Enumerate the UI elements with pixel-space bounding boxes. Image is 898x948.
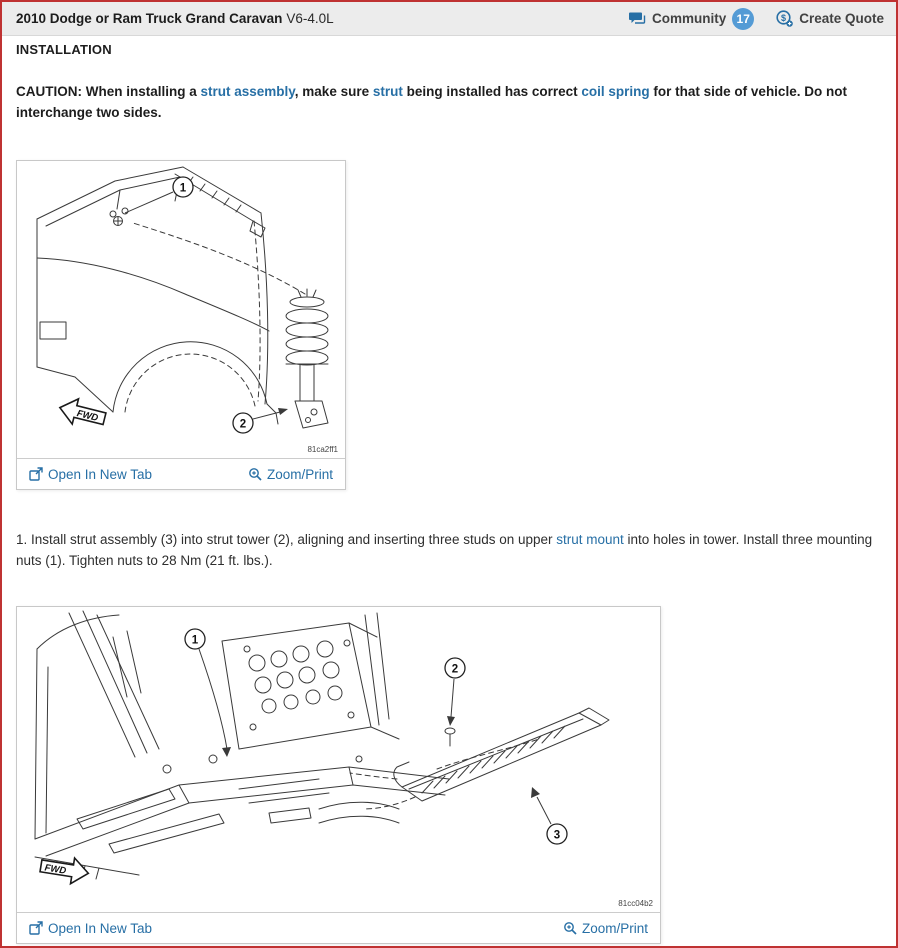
create-quote-button[interactable] [776,10,884,27]
callout-2 [445,658,465,726]
header-actions [628,8,884,30]
community-count-badge: 17 [732,8,754,30]
callout-3 [531,787,567,844]
caution-run-3: being installed has correct [402,84,582,99]
caution-run-1: CAUTION: When installing a [16,84,201,99]
open-in-new-tab-label: Open In New Tab [48,920,153,936]
caution-run-2: , make sure [294,84,373,99]
figure-2-footer [17,912,660,943]
step-1-text [16,529,882,571]
svg-text:1: 1 [179,182,187,195]
external-link-icon [29,921,43,935]
vehicle-engine: V6-4.0L [286,11,334,26]
figure-2-drawing [17,607,660,912]
figure-1-drawing [17,161,345,458]
zoom-print-link[interactable] [248,467,333,482]
svg-text:FWD: FWD [75,408,100,424]
figure-1-code: 81ca2ff1 [307,445,338,454]
step-run-2: into holes in tower. Install three mounting nuts (1). Tighten nuts to 28 Nm (21 ft. lbs.). [16,532,873,568]
figure-2-code: 81cc04b2 [618,899,653,908]
svg-text:2: 2 [451,663,459,676]
callout-1 [185,629,231,757]
strut-mount-link[interactable]: strut mount [556,532,624,547]
svg-text:2: 2 [239,418,247,431]
community-label: Community [651,11,727,26]
callout-2 [233,408,288,433]
external-link-icon [29,467,43,481]
create-quote-label: Create Quote [799,11,884,26]
vehicle-title: 2010 Dodge or Ram Truck Grand Caravan [16,11,283,26]
open-in-new-tab-link[interactable] [29,467,152,482]
community-button[interactable] [628,8,754,30]
strut-link[interactable]: strut [372,84,403,99]
zoom-print-link[interactable] [563,921,648,936]
svg-text:3: 3 [553,829,561,842]
header-bar [2,2,896,36]
zoom-icon [248,467,262,481]
strut-assembly-link[interactable]: strut assembly [200,84,295,99]
callout-1 [125,177,193,213]
step-run-1: 1. Install strut assembly (3) into strut tower (2), aligning and inserting three studs on upper [16,532,557,547]
open-in-new-tab-link[interactable] [29,921,152,936]
figure-1-image[interactable] [17,161,345,458]
coil-spring-link[interactable]: coil spring [581,84,650,99]
zoom-icon [563,921,577,935]
chat-bubble-icon [628,11,646,26]
article-body [2,36,896,946]
caution-text [16,81,882,123]
zoom-print-label: Zoom/Print [266,466,333,482]
svg-text:$: $ [781,13,787,23]
dollar-plus-icon [776,10,793,27]
page-title [16,11,334,26]
open-in-new-tab-label: Open In New Tab [48,466,153,482]
section-title: INSTALLATION [16,42,112,57]
svg-text:FWD: FWD [43,862,67,877]
caution-run-4: for that side of vehicle. Do not interchange two sides. [16,84,847,120]
svg-text:1: 1 [191,634,199,647]
fwd-arrow [39,853,90,886]
figure-strut-assembly [16,160,346,490]
figure-2-image[interactable] [17,607,660,912]
figure-1-footer [17,458,345,489]
zoom-print-label: Zoom/Print [581,920,648,936]
figure-cowl-panel [16,606,661,944]
